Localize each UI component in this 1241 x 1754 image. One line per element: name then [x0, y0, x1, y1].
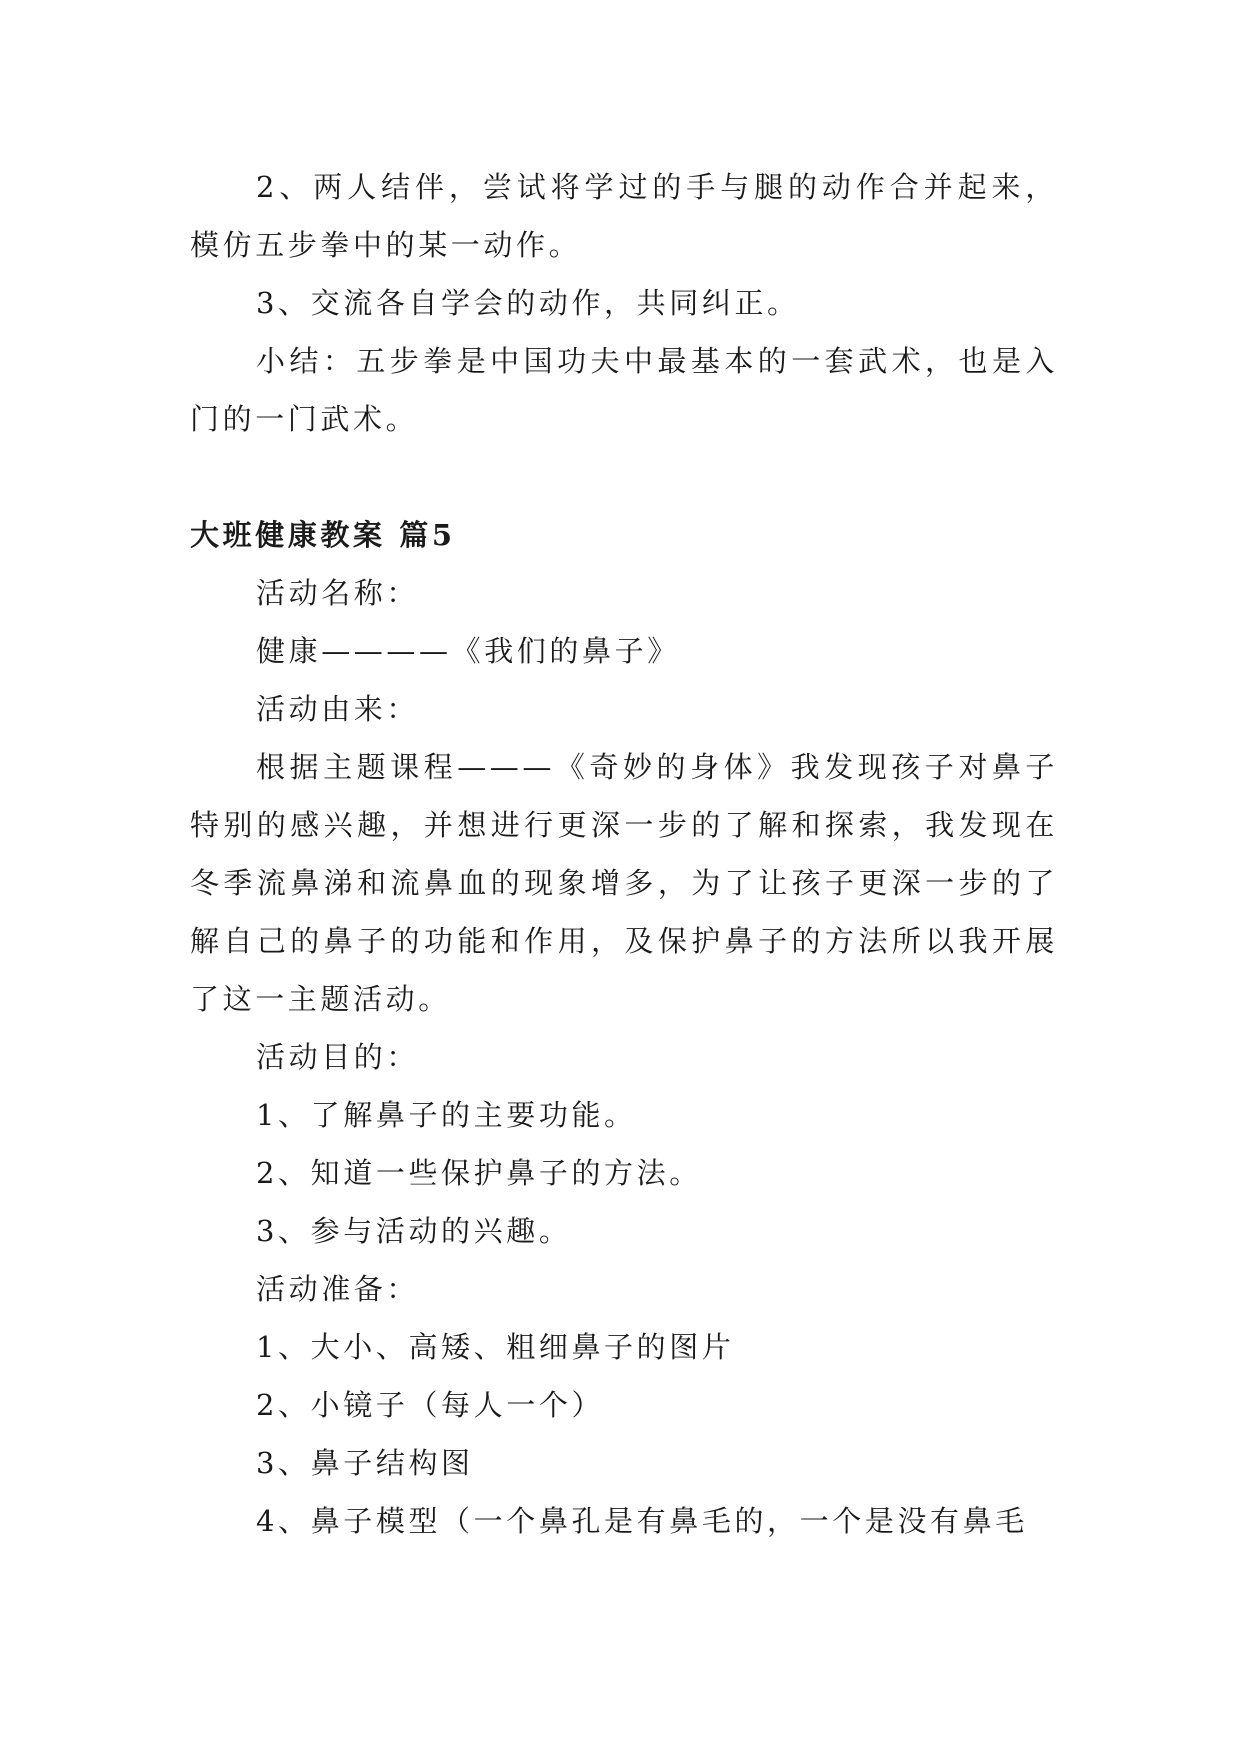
paragraph: 4、鼻子模型（一个鼻孔是有鼻毛的，一个是没有鼻毛	[256, 1504, 1028, 1538]
section-gap	[190, 448, 1058, 506]
paragraph: 3、交流各自学会的动作，共同纠正。	[256, 286, 800, 320]
paragraph: 活动准备：	[256, 1272, 420, 1306]
paragraph: 1、大小、高矮、粗细鼻子的图片	[256, 1330, 735, 1364]
paragraph: 3、参与活动的兴趣。	[256, 1214, 572, 1248]
paragraph: 小结：五步拳是中国功夫中最基本的一套武术，也是入门的一门武术。	[190, 344, 1058, 436]
paragraph: 2、两人结伴，尝试将学过的手与腿的动作合并起来，模仿五步拳中的某一动作。	[190, 170, 1058, 262]
paragraph: 活动名称：	[256, 576, 420, 610]
paragraph: 根据主题课程———《奇妙的身体》我发现孩子对鼻子特别的感兴趣，并想进行更深一步的了解和探索，我发现在冬季流鼻涕和流鼻血的现象增多，为了让孩子更深一步的了解自己的鼻子的功能和作用，及保护鼻子的方法所以我开展了这一主题活动。	[190, 750, 1058, 1016]
document-body	[190, 158, 1058, 1550]
paragraph: 健康————《我们的鼻子》	[256, 634, 680, 668]
paragraph: 2、知道一些保护鼻子的方法。	[256, 1156, 702, 1190]
paragraph: 2、小镜子（每人一个）	[256, 1388, 605, 1422]
paragraph: 3、鼻子结构图	[256, 1446, 474, 1480]
paragraph: 活动由来：	[256, 692, 420, 726]
section-heading: 大班健康教案 篇5	[190, 518, 456, 552]
paragraph: 活动目的：	[256, 1040, 420, 1074]
paragraph: 1、了解鼻子的主要功能。	[256, 1098, 637, 1132]
